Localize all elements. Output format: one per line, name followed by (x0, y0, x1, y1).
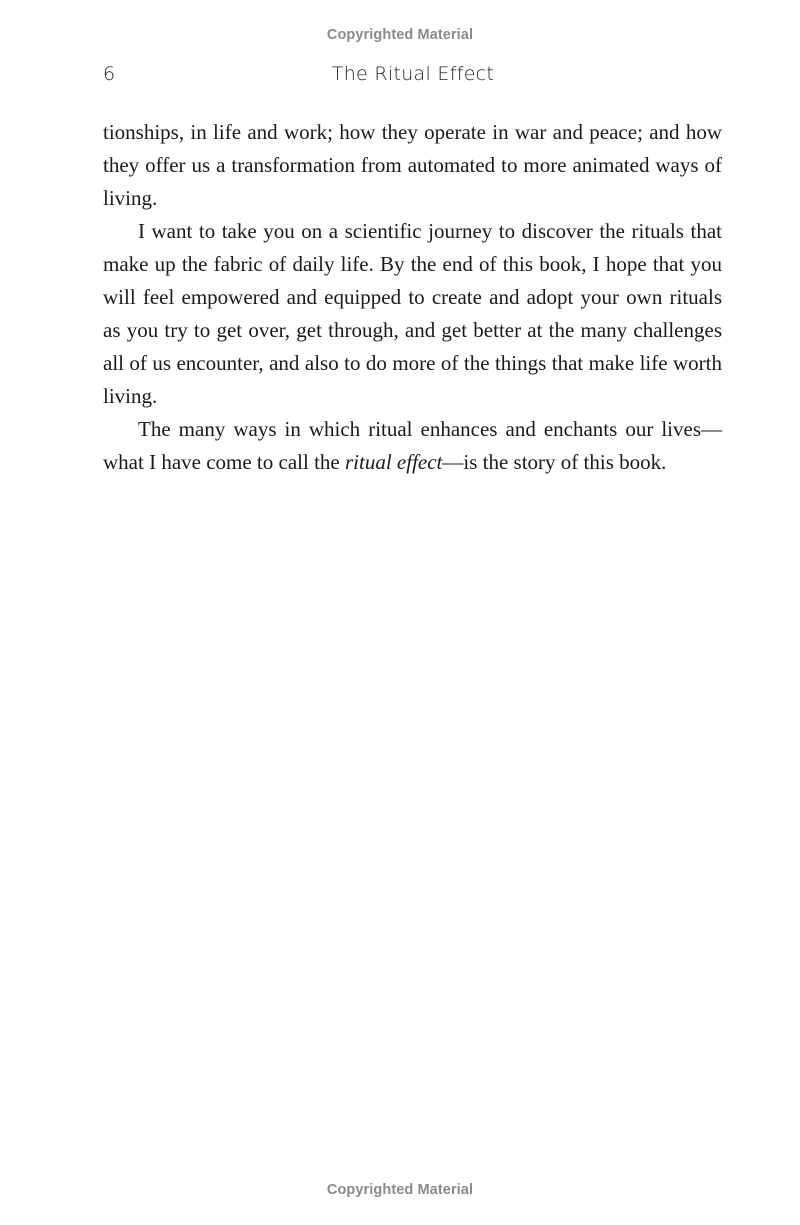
paragraph-3-text-before: The many ways in which ritual enhances and enchants our lives—what I have come to call the (103, 417, 722, 474)
paragraph-3 (103, 413, 722, 479)
paragraph-3-text-after: —is the story of this book. (442, 450, 667, 474)
paragraph-2: I want to take you on a scientific journey to discover the rituals that make up the fabric of daily life. By the end of this book, I hope that you will feel empowered and equipped to create and adopt your own rituals as you try to get over, get through, and get better at the many challenges all of us encounter, and also to do more of the things that make life worth living. (103, 219, 722, 408)
page-number: 6 (103, 63, 116, 85)
copyright-watermark-top: Copyrighted Material (326, 27, 474, 43)
italic-term-ritual-effect: ritual effect (344, 450, 443, 474)
body-text (103, 116, 722, 479)
copyright-watermark-bottom: Copyrighted Material (326, 1182, 474, 1198)
running-title: The Ritual Effect (331, 63, 495, 85)
running-head (103, 63, 723, 89)
paragraph-1: tionships, in life and work; how they operate in war and peace; and how they offer us a transformation from automated to more animated ways of living. (103, 120, 722, 210)
